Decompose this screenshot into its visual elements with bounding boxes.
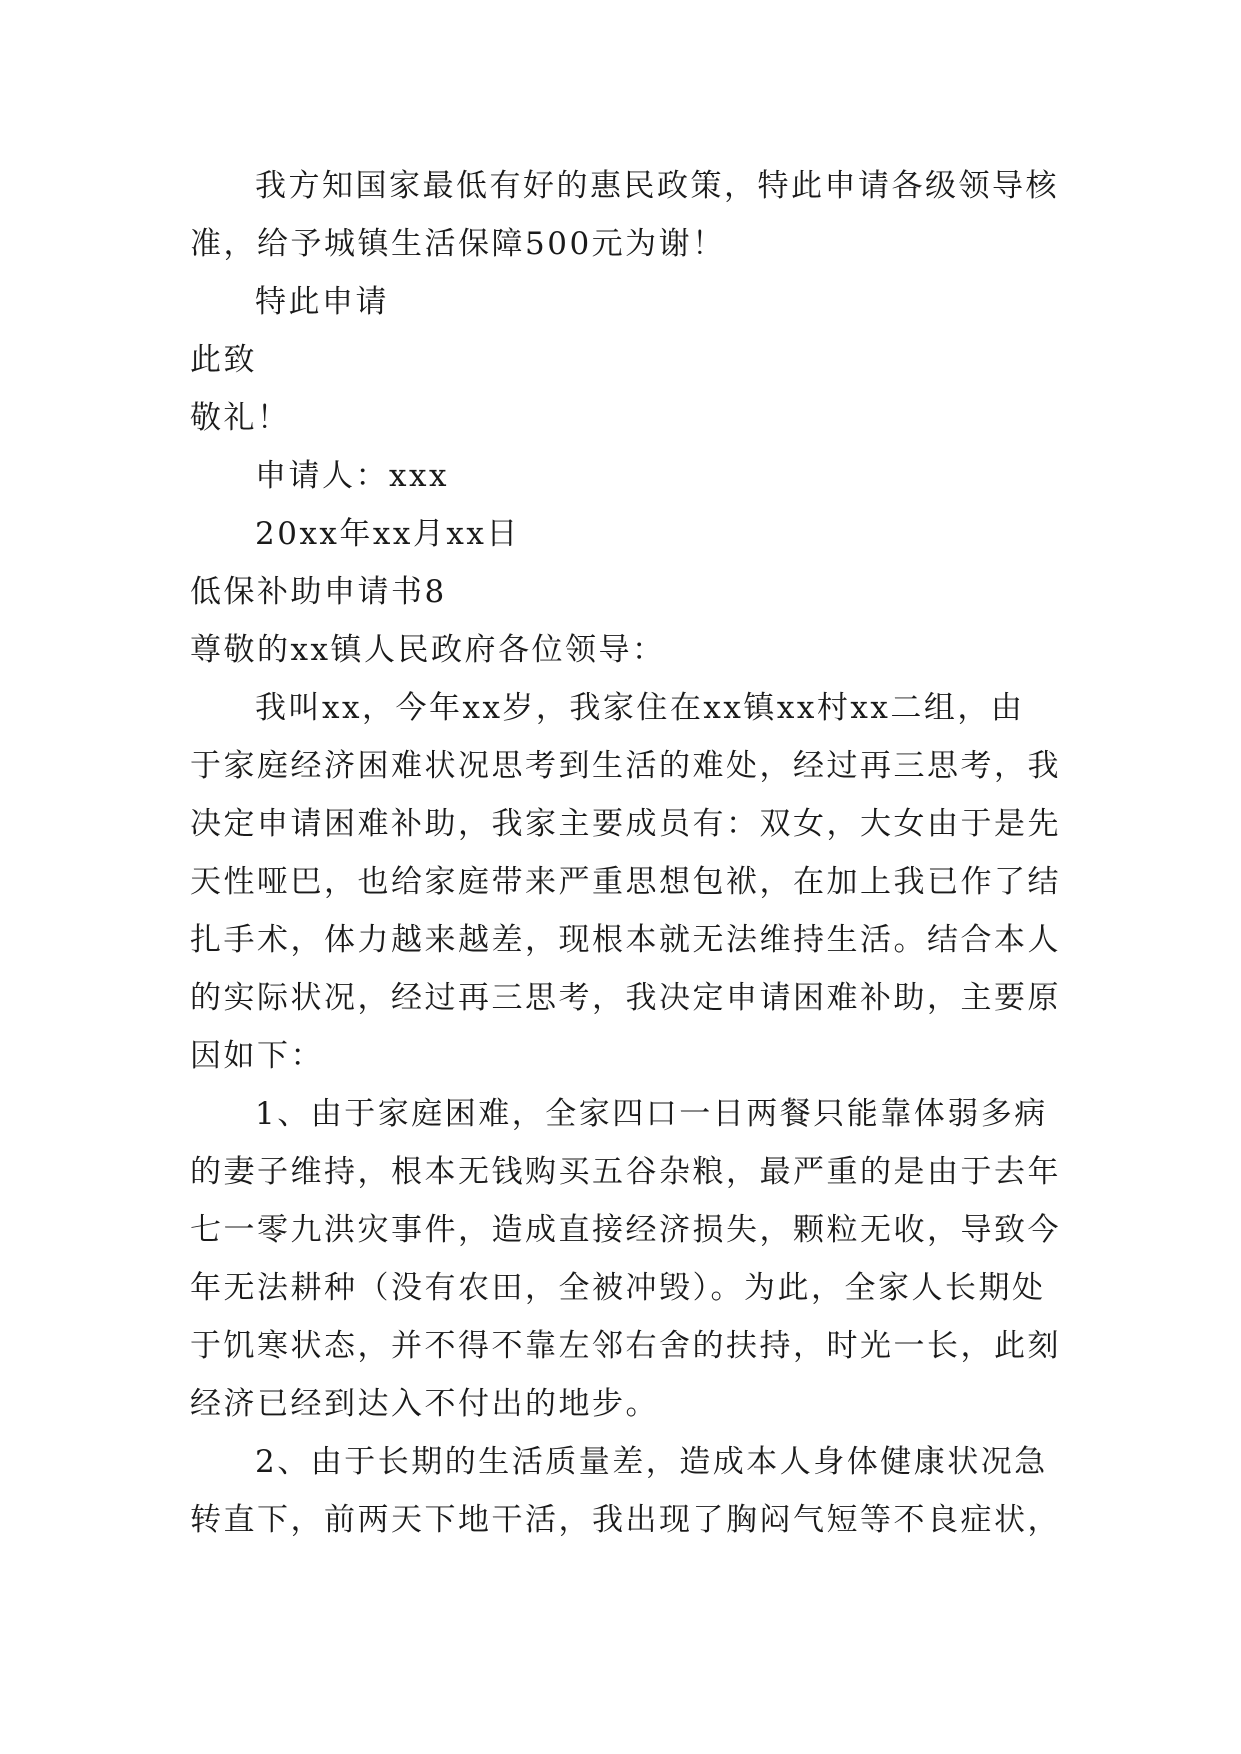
paragraph-4-line-1: 2、由于长期的生活质量差，造成本人身体健康状况急 [255, 1444, 1048, 1480]
closing-te-ci-shen-qing: 特此申请 [255, 284, 389, 320]
paragraph-2-line-6: 的实际状况，经过再三思考，我决定申请困难补助，主要原 [190, 980, 1061, 1016]
paragraph-2-line-1: 我叫xx，今年xx岁，我家住在xx镇xx村xx二组，由 [255, 690, 1025, 726]
paragraph-2-line-3: 决定申请困难补助，我家主要成员有：双女，大女由于是先 [190, 806, 1061, 842]
paragraph-3-line-2: 的妻子维持，根本无钱购买五谷杂粮，最严重的是由于去年 [190, 1154, 1061, 1190]
paragraph-4-line-2: 转直下，前两天下地干活，我出现了胸闷气短等不良症状， [190, 1502, 1061, 1538]
closing-jing-li: 敬礼！ [190, 400, 291, 436]
paragraph-3-line-4: 年无法耕种（没有农田，全被冲毁）。为此，全家人长期处 [190, 1270, 1046, 1306]
paragraph-3-line-5: 于饥寒状态，并不得不靠左邻右舍的扶持，时光一长，此刻 [190, 1328, 1061, 1364]
paragraph-3-line-3: 七一零九洪灾事件，造成直接经济损失，颗粒无收，导致今 [190, 1212, 1061, 1248]
paragraph-2-line-5: 扎手术，体力越来越差，现根本就无法维持生活。结合本人 [190, 922, 1061, 958]
applicant-line: 申请人：xxx [255, 458, 449, 494]
paragraph-1-line-1: 我方知国家最低有好的惠民政策，特此申请各级领导核 [255, 168, 1059, 204]
closing-ci-zhi: 此致 [190, 342, 257, 378]
salutation: 尊敬的xx镇人民政府各位领导： [190, 632, 666, 668]
paragraph-1-line-2: 准，给予城镇生活保障500元为谢！ [190, 226, 726, 262]
section-title: 低保补助申请书8 [190, 574, 447, 610]
paragraph-2-line-2: 于家庭经济困难状况思考到生活的难处，经过再三思考，我 [190, 748, 1061, 784]
paragraph-3-line-6: 经济已经到达入不付出的地步。 [190, 1386, 659, 1422]
paragraph-2-line-4: 天性哑巴，也给家庭带来严重思想包袱，在加上我已作了结 [190, 864, 1061, 900]
date-line: 20xx年xx月xx日 [255, 516, 520, 552]
paragraph-2-line-7: 因如下： [190, 1038, 324, 1074]
paragraph-3-line-1: 1、由于家庭困难，全家四口一日两餐只能靠体弱多病 [255, 1096, 1048, 1132]
